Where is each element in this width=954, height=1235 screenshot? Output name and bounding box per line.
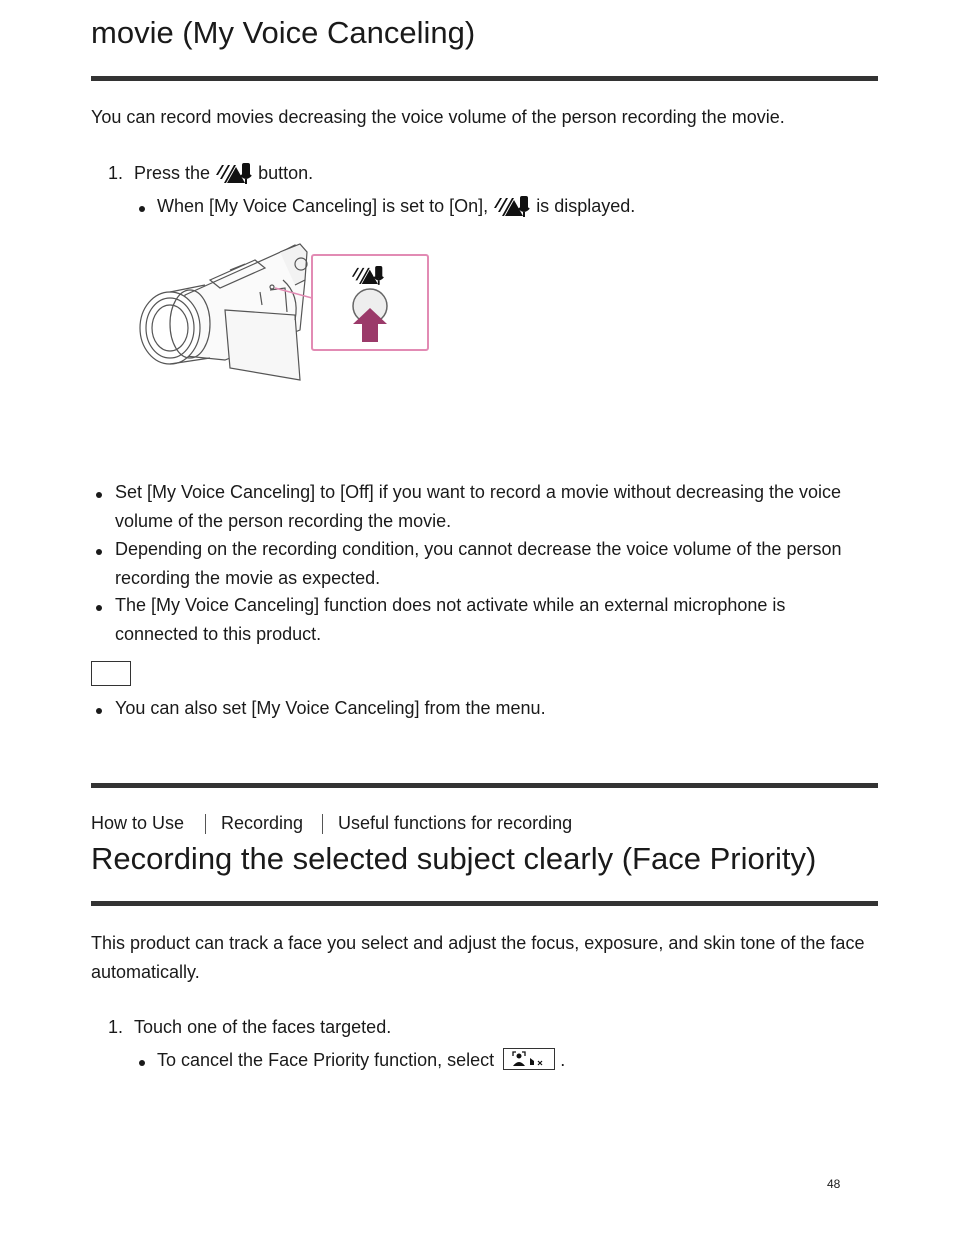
note-item: Depending on the recording condition, you cannot decrease the voice volume of the person recording the movie as expected.: [115, 539, 842, 588]
button-callout: [311, 254, 429, 351]
bullet-text-before: To cancel the Face Priority function, select: [157, 1050, 495, 1070]
face-priority-cancel-button[interactable]: [503, 1048, 555, 1070]
step-1: [108, 159, 313, 194]
step-1-bullet: [157, 192, 635, 227]
breadcrumb-separator: [205, 814, 206, 834]
breadcrumb-how-to-use[interactable]: How to Use: [91, 813, 185, 833]
step-text-before: Press the: [134, 163, 211, 183]
bullet-dot: [96, 549, 102, 555]
hint-item: You can also set [My Voice Canceling] from the menu.: [115, 698, 546, 718]
bullet-text-after: .: [560, 1050, 566, 1070]
page-title: movie (My Voice Canceling): [91, 15, 476, 50]
bullet-dot: [139, 1060, 145, 1066]
breadcrumb-useful-functions[interactable]: Useful functions for recording: [338, 813, 573, 833]
breadcrumb-separator: [322, 814, 323, 834]
bullet-text-after: is displayed.: [536, 196, 636, 216]
section-title: Recording the selected subject clearly (Face Priority): [91, 841, 817, 876]
bullet-dot: [96, 492, 102, 498]
breadcrumb-recording[interactable]: Recording: [221, 813, 304, 833]
button-press-arrow-icon: [349, 288, 391, 344]
note-item: Set [My Voice Canceling] to [Off] if you want to record a movie without decreasing the voice volume of the person recording the movie.: [115, 482, 842, 531]
title-divider: [91, 76, 878, 81]
step-1: [108, 1013, 391, 1042]
face-priority-cancel-icon: [510, 1050, 550, 1068]
step-1-bullet: [157, 1046, 565, 1075]
step-text-after: button.: [258, 163, 314, 183]
title-divider: [91, 901, 878, 906]
voice-canceling-icon: [215, 161, 253, 194]
page-number: 48: [827, 1177, 841, 1191]
voice-canceling-icon: [351, 264, 385, 286]
voice-canceling-icon: [493, 194, 531, 227]
bullet-dot: [96, 605, 102, 611]
step-text: Touch one of the faces targeted.: [134, 1017, 392, 1037]
step-number: 1.: [108, 1017, 124, 1037]
intro-text: You can record movies decreasing the voice volume of the person recording the movie.: [91, 107, 785, 127]
bullet-text-before: When [My Voice Canceling] is set to [On],: [157, 196, 489, 216]
bullet-dot: [96, 708, 102, 714]
bullet-dot: [139, 206, 145, 212]
note-item: The [My Voice Canceling] function does not activate while an external microphone is connected to this product.: [115, 595, 786, 644]
intro-text: This product can track a face you select and adjust the focus, exposure, and skin tone of the face automatically.: [91, 933, 865, 982]
step-number: 1.: [108, 163, 124, 183]
hint-label-box: [91, 661, 131, 686]
section-divider: [91, 783, 878, 788]
